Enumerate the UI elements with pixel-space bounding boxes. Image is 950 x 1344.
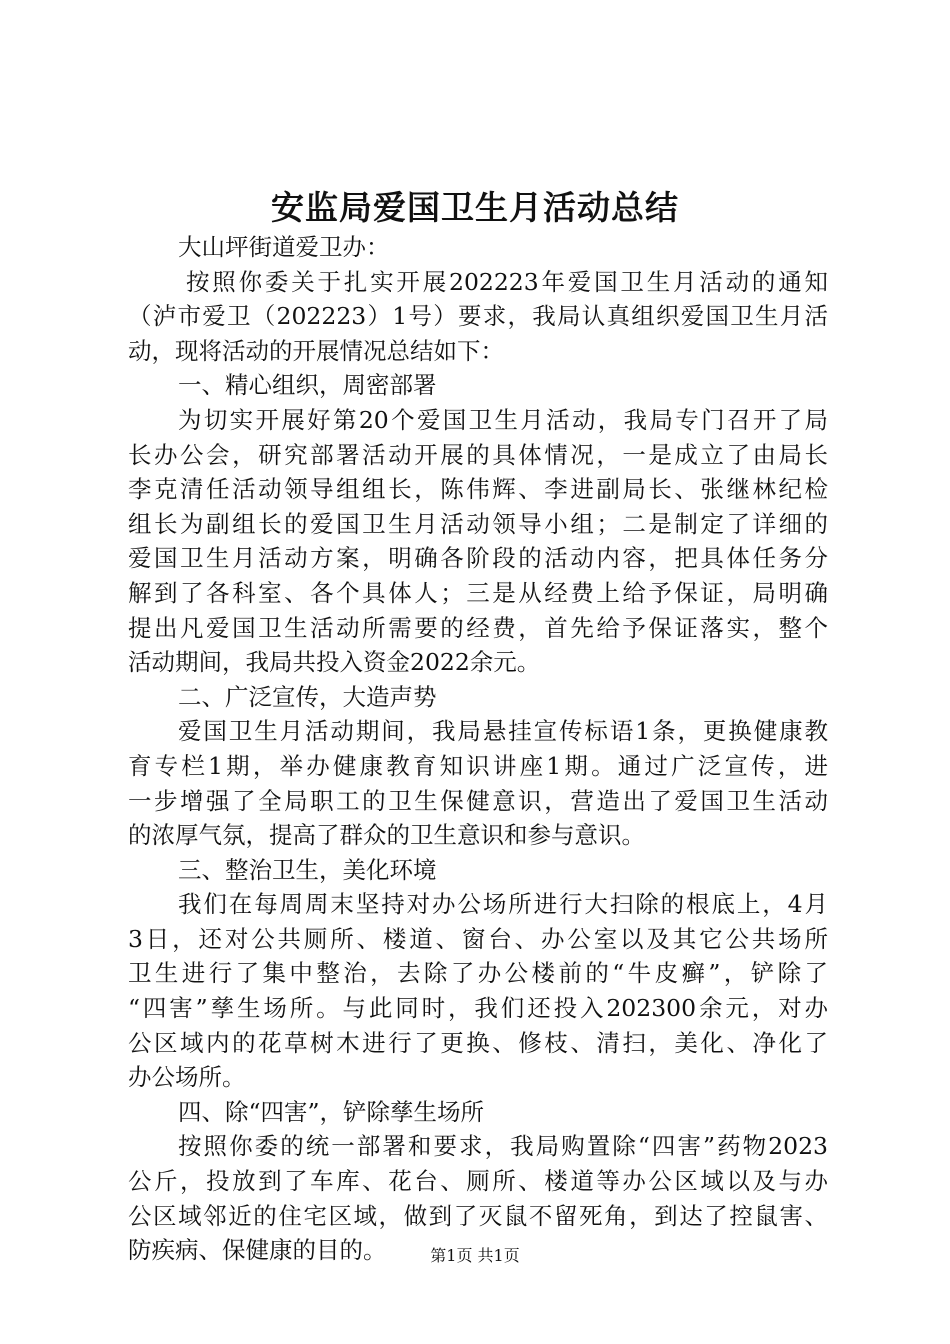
section-heading-2: 二、广泛宣传，大造声势 [178,682,437,711]
salutation-line: 大山坪街道爱卫办： [178,233,390,261]
paragraph-line: 公区域内的花草树木进行了更换、修枝、清扫，美化、净化了 [128,1028,828,1057]
paragraph-line: 的浓厚气氛，提高了群众的卫生意识和参与意识。 [128,821,645,850]
paragraph-line: 防疾病、保健康的目的。 [128,1236,387,1265]
paragraph-line: 提出凡爱国卫生活动所需要的经费，首先给予保证落实，整个 [128,613,828,642]
page-footer: 第1页 共1页 [430,1246,520,1265]
paragraph-line: 动，现将活动的开展情况总结如下： [128,336,504,365]
paragraph-line: 一步增强了全局职工的卫生保健意识，营造出了爱国卫生活动 [128,786,828,815]
section-heading-1: 一、精心组织，周密部署 [178,371,437,400]
paragraph-line: 活动期间，我局共投入资金2022余元。 [128,648,541,677]
paragraph-line: 我们在每周周末坚持对办公场所进行大扫除的根底上，4月 [178,890,828,919]
paragraph-line: 爱国卫生月活动方案，明确各阶段的活动内容，把具体任务分 [128,544,828,573]
paragraph-line: 3日，还对公共厕所、楼道、窗台、办公室以及其它公共场所 [128,924,828,953]
paragraph-line: 组长为副组长的爱国卫生月活动领导小组；二是制定了详细的 [128,509,828,538]
paragraph-line: 爱国卫生月活动期间，我局悬挂宣传标语1条，更换健康教 [178,717,828,746]
document-body [128,230,828,1268]
paragraph-line: 公区域邻近的住宅区域，做到了灭鼠不留死角，到达了控鼠害、 [128,1201,828,1230]
paragraph-line: 育专栏1期，举办健康教育知识讲座1期。通过广泛宣传，进 [128,751,828,780]
paragraph-line: 为切实开展好第20个爱国卫生月活动，我局专门召开了局 [178,405,828,434]
section-heading-4: 四、除“四害”，铲除孳生场所 [178,1097,485,1126]
paragraph-line: 按照你委的统一部署和要求，我局购置除“四害”药物2023 [178,1132,828,1161]
paragraph-line: 办公场所。 [128,1063,246,1092]
paragraph-line: 解到了各科室、各个具体人；三是从经费上给予保证，局明确 [128,578,828,607]
paragraph-line: 公斤，投放到了车库、花台、厕所、楼道等办公区域以及与办 [128,1167,828,1196]
section-heading-3: 三、整治卫生，美化环境 [178,855,437,884]
paragraph-line: （泸市爱卫（202223）1号）要求，我局认真组织爱国卫生月活 [128,302,828,331]
paragraph-line: 卫生进行了集中整治，去除了办公楼前的“牛皮癣”，铲除了 [128,959,828,988]
document-title: 安监局爱国卫生月活动总结 [271,188,679,227]
paragraph-line: 李克清任活动领导组组长，陈伟辉、李进副局长、张继林纪检 [128,475,828,504]
paragraph-line: 长办公会，研究部署活动开展的具体情况，一是成立了由局长 [128,440,828,469]
paragraph-line: 按照你委关于扎实开展202223年爱国卫生月活动的通知 [186,267,828,296]
paragraph-line: “四害”孳生场所。与此同时，我们还投入202300余元，对办 [128,994,828,1023]
